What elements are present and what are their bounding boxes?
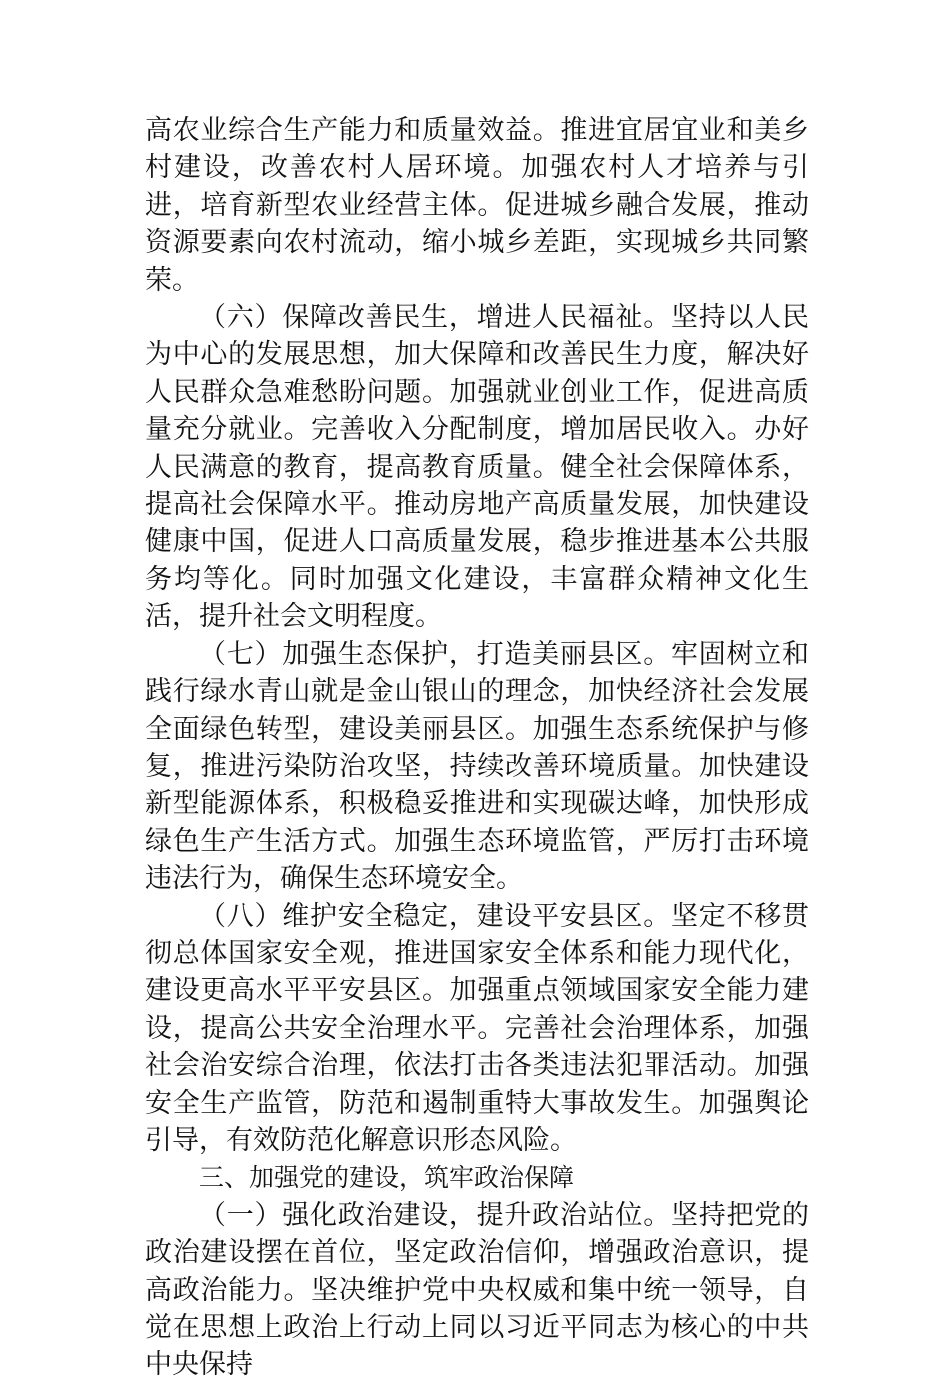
paragraph-rural-development: 高农业综合生产能力和质量效益。推进宜居宜业和美乡村建设，改善农村人居环境。加强农村人才培养与引进，培育新型农业经营主体。促进城乡融合发展，推动资源要素向农村流动，缩小城乡差距，实现城乡共同繁荣。 xyxy=(145,115,809,296)
document-body xyxy=(145,112,809,1384)
paragraph-livelihood: （六）保障改善民生，增进人民福祉。坚持以人民为中心的发展思想，加大保障和改善民生力度，解决好人民群众急难愁盼问题。加强就业创业工作，促进高质量充分就业。完善收入分配制度，增加居民收入。办好人民满意的教育，提高教育质量。健全社会保障体系，提高社会保障水平。推动房地产高质量发展，加快建设健康中国，促进人口高质量发展，稳步推进基本公共服务均等化。同时加强文化建设，丰富群众精神文化生活，提升社会文明程度。 xyxy=(145,302,809,633)
paragraph-political-building: （一）强化政治建设，提升政治站位。坚持把党的政治建设摆在首位，坚定政治信仰，增强政治意识，提高政治能力。坚决维护党中央权威和集中统一领导，自觉在思想上政治上行动上同以习近平同志为核心的中共中央保持 xyxy=(145,1199,809,1381)
paragraph-security: （八）维护安全稳定，建设平安县区。坚定不移贯彻总体国家安全观，推进国家安全体系和能力现代化，建设更高水平平安县区。加强重点领域国家安全能力建设，提高公共安全治理水平。完善社会治理体系，加强社会治安综合治理，依法打击各类违法犯罪活动。加强安全生产监管，防范和遏制重特大事故发生。加强舆论引导，有效防范化解意识形态风险。 xyxy=(145,900,809,1156)
section-heading: 三、加强党的建设，筑牢政治保障 xyxy=(199,1163,575,1193)
paragraph-ecology: （七）加强生态保护，打造美丽县区。牢固树立和践行绿水青山就是金山银山的理念，加快经济社会发展全面绿色转型，建设美丽县区。加强生态系统保护与修复，推进污染防治攻坚，持续改善环境质量。加快建设新型能源体系，积极稳妥推进和实现碳达峰，加快形成绿色生产生活方式。加强生态环境监管，严厉打击环境违法行为，确保生态环境安全。 xyxy=(145,638,809,895)
